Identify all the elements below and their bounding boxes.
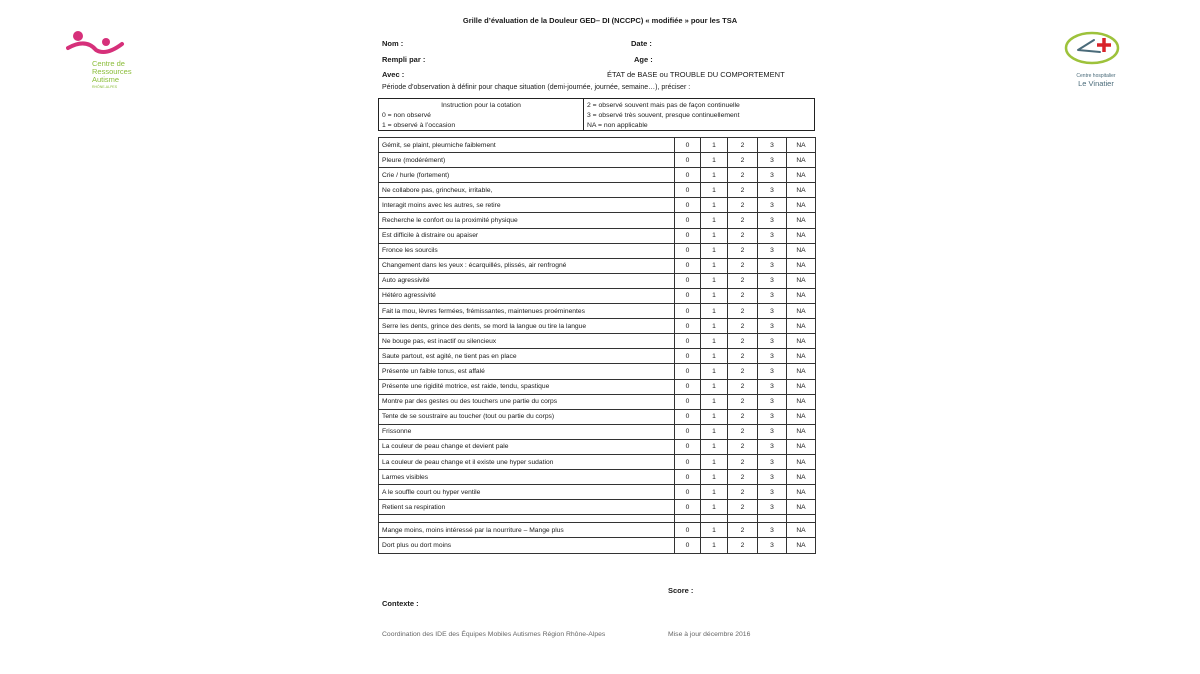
item-label: Recherche le confort ou la proximité physique: [379, 213, 675, 228]
score-option[interactable]: 3: [758, 470, 787, 485]
table-row: [379, 183, 816, 198]
table-row: [379, 334, 816, 349]
item-label: Auto agressivité: [379, 273, 675, 288]
score-option[interactable]: 0: [675, 168, 701, 183]
score-option[interactable]: 0: [675, 500, 701, 515]
score-option[interactable]: 3: [758, 523, 787, 538]
instruction-line: 1 = observé à l’occasion: [382, 122, 456, 129]
avec-label: Avec :: [382, 70, 405, 79]
score-option[interactable]: 2: [728, 198, 758, 213]
cra-logo-line3: Autisme: [92, 75, 120, 84]
score-option[interactable]: 2: [728, 379, 758, 394]
table-row: [379, 424, 816, 439]
item-label: Interagit moins avec les autres, se retire: [379, 198, 675, 213]
spacer-cell: [379, 515, 675, 523]
table-row: [379, 288, 816, 303]
score-option[interactable]: 2: [728, 183, 758, 198]
vinatier-logo-name: Le Vinatier: [1078, 79, 1114, 88]
vinatier-logo-mark: [1056, 30, 1136, 70]
score-option[interactable]: NA: [787, 364, 816, 379]
score-option[interactable]: 3: [758, 138, 787, 153]
table-row: [379, 394, 816, 409]
score-option[interactable]: 1: [701, 500, 728, 515]
score-option[interactable]: 2: [728, 394, 758, 409]
score-option[interactable]: 3: [758, 364, 787, 379]
score-option[interactable]: 3: [758, 538, 787, 553]
item-label: A le souffle court ou hyper ventile: [379, 485, 675, 500]
item-label: Présente un faible tonus, est affalé: [379, 364, 675, 379]
score-option[interactable]: 3: [758, 379, 787, 394]
cra-logo: [66, 30, 166, 100]
score-option[interactable]: 0: [675, 258, 701, 273]
score-option[interactable]: 1: [701, 319, 728, 334]
item-label: Est difficile à distraire ou apaiser: [379, 228, 675, 243]
score-option[interactable]: 2: [728, 500, 758, 515]
score-option[interactable]: 2: [728, 304, 758, 319]
spacer-cell: [728, 515, 758, 523]
score-option[interactable]: 0: [675, 288, 701, 303]
score-option[interactable]: 1: [701, 454, 728, 469]
score-option[interactable]: 2: [728, 523, 758, 538]
nom-label: Nom :: [382, 39, 404, 48]
table-row: [379, 273, 816, 288]
contexte-label: Contexte :: [382, 599, 419, 608]
footer-update: Mise à jour décembre 2016: [668, 631, 751, 638]
instruction-left: [379, 99, 584, 130]
item-label: Changement dans les yeux : écarquillés, plissés, air renfrogné: [379, 258, 675, 273]
score-option[interactable]: NA: [787, 424, 816, 439]
score-option[interactable]: NA: [787, 213, 816, 228]
score-option[interactable]: 0: [675, 394, 701, 409]
score-option[interactable]: 3: [758, 198, 787, 213]
item-label: La couleur de peau change et devient pale: [379, 439, 675, 454]
item-label: Ne collabore pas, grincheux, irritable,: [379, 183, 675, 198]
score-option[interactable]: NA: [787, 304, 816, 319]
score-option[interactable]: 3: [758, 439, 787, 454]
score-option[interactable]: 1: [701, 153, 728, 168]
score-option[interactable]: 0: [675, 364, 701, 379]
score-option[interactable]: NA: [787, 138, 816, 153]
score-option[interactable]: 0: [675, 153, 701, 168]
instruction-box: [378, 98, 815, 131]
pain-grid-table: [378, 137, 816, 554]
score-option[interactable]: 0: [675, 454, 701, 469]
score-option[interactable]: 1: [701, 439, 728, 454]
score-option[interactable]: 3: [758, 409, 787, 424]
table-row: [379, 409, 816, 424]
table-row: [379, 319, 816, 334]
score-option[interactable]: 1: [701, 168, 728, 183]
item-label: Ne bouge pas, est inactif ou silencieux: [379, 334, 675, 349]
score-option[interactable]: 2: [728, 243, 758, 258]
score-option[interactable]: 2: [728, 138, 758, 153]
item-label: La couleur de peau change et il existe une hyper sudation: [379, 454, 675, 469]
instruction-line: NA = non applicable: [587, 122, 648, 129]
score-option[interactable]: 1: [701, 243, 728, 258]
score-option[interactable]: 3: [758, 168, 787, 183]
table-row: [379, 379, 816, 394]
vinatier-logo: [1056, 30, 1136, 90]
score-option[interactable]: 2: [728, 319, 758, 334]
score-option[interactable]: 1: [701, 258, 728, 273]
score-option[interactable]: 0: [675, 439, 701, 454]
etat-label: ÉTAT de BASE ou TROUBLE DU COMPORTEMENT: [607, 70, 785, 79]
score-option[interactable]: 2: [728, 439, 758, 454]
spacer-cell: [701, 515, 728, 523]
item-label: Tente de se soustraire au toucher (tout ou partie du corps): [379, 409, 675, 424]
score-option[interactable]: 2: [728, 485, 758, 500]
item-label: Fait la mou, lèvres fermées, frémissantes, maintenues proéminentes: [379, 304, 675, 319]
score-option[interactable]: 1: [701, 288, 728, 303]
score-option[interactable]: 1: [701, 409, 728, 424]
table-row: [379, 349, 816, 364]
score-option[interactable]: 3: [758, 349, 787, 364]
score-option[interactable]: 2: [728, 538, 758, 553]
score-option[interactable]: 1: [701, 304, 728, 319]
item-label: Fronce les sourcils: [379, 243, 675, 258]
score-option[interactable]: 2: [728, 409, 758, 424]
score-option[interactable]: NA: [787, 243, 816, 258]
score-option[interactable]: NA: [787, 485, 816, 500]
table-row: [379, 523, 816, 538]
score-option[interactable]: 3: [758, 243, 787, 258]
table-row: [379, 153, 816, 168]
score-option[interactable]: NA: [787, 258, 816, 273]
score-option[interactable]: 1: [701, 228, 728, 243]
score-option[interactable]: 0: [675, 319, 701, 334]
score-option[interactable]: 1: [701, 470, 728, 485]
score-option[interactable]: NA: [787, 439, 816, 454]
table-row: [379, 258, 816, 273]
score-option[interactable]: 1: [701, 273, 728, 288]
score-option[interactable]: NA: [787, 168, 816, 183]
score-option[interactable]: 0: [675, 485, 701, 500]
score-option[interactable]: 1: [701, 349, 728, 364]
score-option[interactable]: 0: [675, 183, 701, 198]
item-label: Frissonne: [379, 424, 675, 439]
score-option[interactable]: 0: [675, 243, 701, 258]
item-label: Hétéro agressivité: [379, 288, 675, 303]
score-option[interactable]: 0: [675, 523, 701, 538]
score-option[interactable]: 0: [675, 228, 701, 243]
item-label: Dort plus ou dort moins: [379, 538, 675, 553]
score-option[interactable]: 3: [758, 228, 787, 243]
score-option[interactable]: 2: [728, 273, 758, 288]
score-option[interactable]: 1: [701, 379, 728, 394]
score-option[interactable]: 0: [675, 349, 701, 364]
score-option[interactable]: 2: [728, 424, 758, 439]
score-option[interactable]: NA: [787, 228, 816, 243]
score-option[interactable]: 1: [701, 138, 728, 153]
score-option[interactable]: 1: [701, 198, 728, 213]
score-option[interactable]: 0: [675, 470, 701, 485]
score-option[interactable]: 1: [701, 523, 728, 538]
score-option[interactable]: 0: [675, 538, 701, 553]
table-row: [379, 138, 816, 153]
table-row: [379, 454, 816, 469]
score-option[interactable]: 0: [675, 424, 701, 439]
age-label: Age :: [634, 55, 653, 64]
cra-logo-sub: RHÔNE-ALPES: [92, 85, 118, 89]
item-label: Présente une rigidité motrice, est raide, tendu, spastique: [379, 379, 675, 394]
item-label: Pleure (modérément): [379, 153, 675, 168]
score-option[interactable]: 0: [675, 213, 701, 228]
score-option[interactable]: 0: [675, 273, 701, 288]
score-option[interactable]: 1: [701, 213, 728, 228]
table-row: [379, 470, 816, 485]
score-option[interactable]: NA: [787, 394, 816, 409]
rempli-label: Rempli par :: [382, 55, 426, 64]
score-option[interactable]: NA: [787, 409, 816, 424]
score-option[interactable]: 0: [675, 138, 701, 153]
table-row: [379, 198, 816, 213]
score-option[interactable]: 3: [758, 288, 787, 303]
score-option[interactable]: NA: [787, 523, 816, 538]
table-row: [379, 538, 816, 553]
score-option[interactable]: 1: [701, 424, 728, 439]
page-title: Grille d’évaluation de la Douleur GED– DI (NCCPC) « modifiée » pour les TSA: [462, 16, 738, 25]
spacer-cell: [675, 515, 701, 523]
score-option[interactable]: 3: [758, 153, 787, 168]
table-spacer-row: [379, 515, 816, 523]
score-option[interactable]: 3: [758, 500, 787, 515]
score-option[interactable]: 2: [728, 334, 758, 349]
score-option[interactable]: 2: [728, 168, 758, 183]
spacer-cell: [787, 515, 816, 523]
score-option[interactable]: NA: [787, 379, 816, 394]
cra-logo-mark: [66, 30, 126, 58]
periode-label: Période d’observation à définir pour chaque situation (demi-journée, journée, semaine…), préciser :: [382, 84, 691, 91]
cra-logo-line2: Ressources: [92, 67, 132, 76]
score-option[interactable]: 3: [758, 424, 787, 439]
score-option[interactable]: NA: [787, 319, 816, 334]
cra-logo-line1: Centre de: [92, 59, 125, 68]
score-option[interactable]: NA: [787, 198, 816, 213]
score-option[interactable]: 2: [728, 258, 758, 273]
instruction-right: [584, 99, 814, 130]
score-option[interactable]: 2: [728, 288, 758, 303]
table-row: [379, 304, 816, 319]
score-option[interactable]: NA: [787, 349, 816, 364]
score-option[interactable]: NA: [787, 500, 816, 515]
item-label: Larmes visibles: [379, 470, 675, 485]
item-label: Mange moins, moins intéressé par la nourriture – Mange plus: [379, 523, 675, 538]
score-option[interactable]: 3: [758, 213, 787, 228]
score-option[interactable]: 3: [758, 334, 787, 349]
score-option[interactable]: 0: [675, 304, 701, 319]
score-option[interactable]: 0: [675, 198, 701, 213]
score-option[interactable]: 3: [758, 394, 787, 409]
score-option[interactable]: 3: [758, 183, 787, 198]
score-option[interactable]: NA: [787, 454, 816, 469]
spacer-cell: [758, 515, 787, 523]
score-option[interactable]: 2: [728, 454, 758, 469]
score-option[interactable]: 0: [675, 379, 701, 394]
score-option[interactable]: 2: [728, 213, 758, 228]
instruction-line: 0 = non observé: [382, 112, 431, 119]
table-row: [379, 243, 816, 258]
score-option[interactable]: 3: [758, 304, 787, 319]
instruction-heading: Instruction pour la cotation: [441, 102, 521, 109]
score-option[interactable]: 3: [758, 454, 787, 469]
table-row: [379, 168, 816, 183]
table-row: [379, 213, 816, 228]
score-label: Score :: [668, 586, 694, 595]
score-option[interactable]: 0: [675, 409, 701, 424]
item-label: Saute partout, est agité, ne tient pas en place: [379, 349, 675, 364]
score-option[interactable]: 3: [758, 258, 787, 273]
score-option[interactable]: NA: [787, 183, 816, 198]
score-option[interactable]: 1: [701, 183, 728, 198]
instruction-line: 3 = observé très souvent, presque continuellement: [587, 112, 740, 119]
table-row: [379, 439, 816, 454]
score-option[interactable]: 3: [758, 319, 787, 334]
score-option[interactable]: NA: [787, 273, 816, 288]
score-option[interactable]: NA: [787, 470, 816, 485]
footer-coordination: Coordination des IDE des Équipes Mobiles Autismes Région Rhône-Alpes: [382, 631, 606, 638]
vinatier-logo-label: Centre hospitalier: [1076, 73, 1116, 79]
score-option[interactable]: NA: [787, 538, 816, 553]
item-label: Crie / hurle (fortement): [379, 168, 675, 183]
table-row: [379, 500, 816, 515]
score-option[interactable]: 0: [675, 334, 701, 349]
score-option[interactable]: 2: [728, 470, 758, 485]
score-option[interactable]: 2: [728, 364, 758, 379]
score-option[interactable]: 2: [728, 349, 758, 364]
table-row: [379, 485, 816, 500]
score-option[interactable]: 3: [758, 485, 787, 500]
score-option[interactable]: 2: [728, 228, 758, 243]
item-label: Montre par des gestes ou des touchers une partie du corps: [379, 394, 675, 409]
score-option[interactable]: NA: [787, 334, 816, 349]
score-option[interactable]: NA: [787, 153, 816, 168]
score-option[interactable]: 1: [701, 394, 728, 409]
score-option[interactable]: NA: [787, 288, 816, 303]
instruction-line: 2 = observé souvent mais pas de façon continuelle: [587, 102, 740, 109]
item-label: Serre les dents, grince des dents, se mord la langue ou tire la langue: [379, 319, 675, 334]
table-row: [379, 364, 816, 379]
score-option[interactable]: 1: [701, 334, 728, 349]
score-option[interactable]: 1: [701, 364, 728, 379]
table-row: [379, 228, 816, 243]
score-option[interactable]: 3: [758, 273, 787, 288]
score-option[interactable]: 1: [701, 538, 728, 553]
item-label: Retient sa respiration: [379, 500, 675, 515]
item-label: Gémit, se plaint, pleurniche faiblement: [379, 138, 675, 153]
score-option[interactable]: 1: [701, 485, 728, 500]
score-option[interactable]: 2: [728, 153, 758, 168]
date-label: Date :: [631, 39, 652, 48]
